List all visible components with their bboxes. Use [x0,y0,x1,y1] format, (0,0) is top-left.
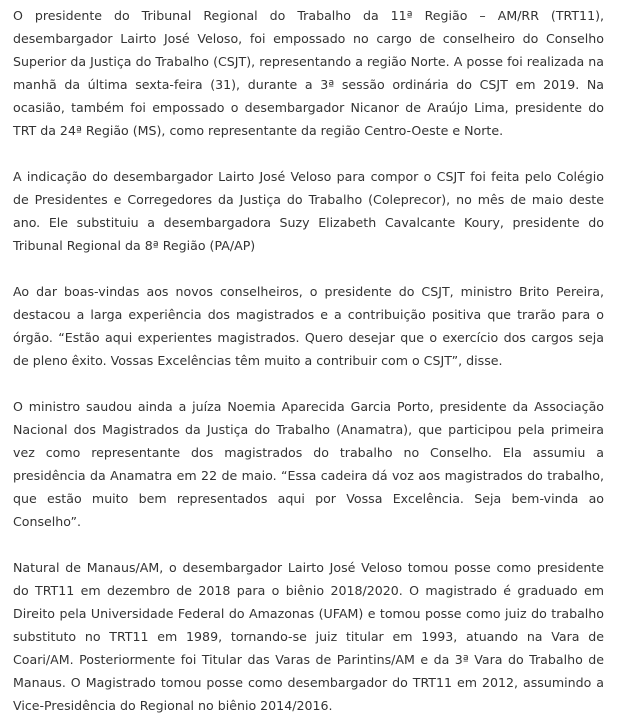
article-paragraph-1: O presidente do Tribunal Regional do Trabalho da 11ª Região – AM/RR (TRT11), desembargador Lairto José Veloso, foi empossado no cargo de conselheiro do Conselho Superior da Justiça do Trabalho (CSJT), representando a região Norte. A posse foi realizada na manhã da última sexta-feira (31), durante a 3ª sessão ordinária do CSJT em 2019. Na ocasião, também foi empossado o desembargador Nicanor de Araújo Lima, presidente do TRT da 24ª Região (MS), como representante da região Centro-Oeste e Norte. [13,8,604,138]
article-paragraph-4: O ministro saudou ainda a juíza Noemia Aparecida Garcia Porto, presidente da Associação Nacional dos Magistrados da Justiça do Trabalho (Anamatra), que participou pela primeira vez como representante dos magistrados do trabalho no Conselho. Ela assumiu a presidência da Anamatra em 22 de maio. “Essa cadeira dá voz aos magistrados do trabalho, que estão muito bem representados aqui por Vossa Excelência. Seja bem-vinda ao Conselho”. [13,399,604,529]
article-paragraph-3: Ao dar boas-vindas aos novos conselheiros, o presidente do CSJT, ministro Brito Pereira, destacou a larga experiência dos magistrados e a contribuição positiva que trarão para o órgão. “Estão aqui experientes magistrados. Quero desejar que o exercício dos cargos seja de pleno êxito. Vossas Excelências têm muito a contribuir com o CSJT”, disse. [13,284,604,368]
article-paragraph-2: A indicação do desembargador Lairto José Veloso para compor o CSJT foi feita pelo Colégio de Presidentes e Corregedores da Justiça do Trabalho (Coleprecor), no mês de maio deste ano. Ele substituiu a desembargadora Suzy Elizabeth Cavalcante Koury, presidente do Tribunal Regional da 8ª Região (PA/AP) [13,169,604,253]
article-paragraph-5: Natural de Manaus/AM, o desembargador Lairto José Veloso tomou posse como presidente do TRT11 em dezembro de 2018 para o biênio 2018/2020. O magistrado é graduado em Direito pela Universidade Federal do Amazonas (UFAM) e tomou posse como juiz do trabalho substituto no TRT11 em 1989, tornando-se juiz titular em 1993, atuando na Vara de Coari/AM. Posteriormente foi Titular das Varas de Parintins/AM e da 3ª Vara do Trabalho de Manaus. O Magistrado tomou posse como desembargador do TRT11 em 2012, assumindo a Vice-Presidência do Regional no biênio 2014/2016. [13,560,604,713]
